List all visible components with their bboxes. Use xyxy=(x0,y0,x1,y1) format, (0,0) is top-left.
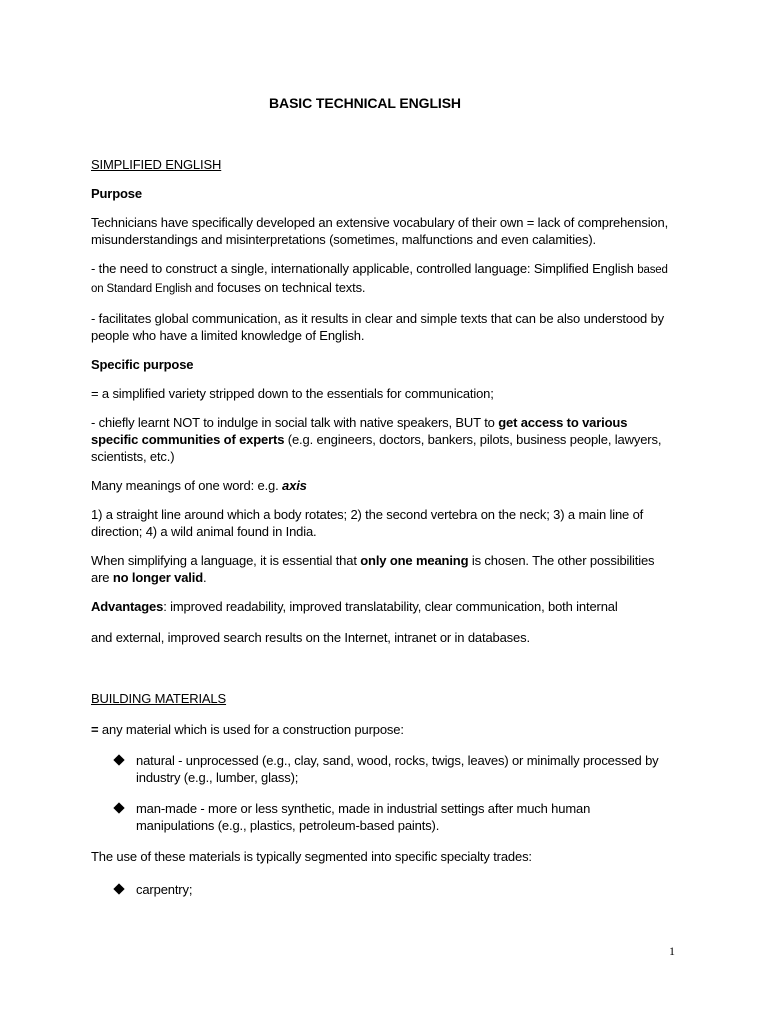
list-item-text: natural - unprocessed (e.g., clay, sand, wood, rocks, twigs, leaves) or minimally processed by industry (e.g., lumber, glass); xyxy=(136,753,659,785)
paragraph-use-of-materials: The use of these materials is typically segmented into specific specialty trades: xyxy=(91,849,532,864)
paragraph-chiefly-learnt xyxy=(91,414,671,465)
list-item xyxy=(91,881,671,898)
text-span: . xyxy=(203,570,207,585)
page-number: 1 xyxy=(669,944,675,958)
section-heading-building-materials: BUILDING MATERIALS xyxy=(91,691,227,706)
paragraph-meanings-list: 1) a straight line around which a body rotates; 2) the second vertebra on the neck; 3) a main line of direction; 4) a wild animal found in India. xyxy=(91,507,644,539)
text-span: - chiefly learnt NOT to indulge in social talk with native speakers, BUT to xyxy=(91,415,499,430)
text-span-bold: Advantages xyxy=(91,599,164,614)
list-item xyxy=(91,800,671,834)
text-span: When simplifying a language, it is essential that xyxy=(91,553,361,568)
document-title xyxy=(0,95,730,111)
document-body xyxy=(91,156,671,898)
text-span: : improved readability, improved translatability, clear communication, both internal xyxy=(163,599,618,614)
text-span: is chosen. The other possibilities are xyxy=(91,553,655,585)
paragraph-external: and external, improved search results on the Internet, intranet or in databases. xyxy=(91,630,530,645)
paragraph-simplified-variety: = a simplified variety stripped down to the essentials for communication; xyxy=(91,386,494,401)
paragraph-when-simplifying xyxy=(91,552,671,586)
specific-purpose-heading: Specific purpose xyxy=(91,357,194,372)
diamond-bullet-icon xyxy=(113,754,124,765)
text-span-bold: = xyxy=(91,722,99,737)
text-span: focuses on technical texts. xyxy=(213,280,366,295)
paragraph-need-to-construct xyxy=(91,260,671,298)
list-item-text: carpentry; xyxy=(136,882,193,897)
section-heading-simplified-english: SIMPLIFIED ENGLISH xyxy=(91,157,222,172)
paragraph-advantages xyxy=(91,598,671,615)
paragraph-many-meanings xyxy=(91,477,671,494)
list-item xyxy=(91,752,671,786)
text-span-bold: no longer valid xyxy=(112,570,204,585)
diamond-bullet-icon xyxy=(113,802,124,813)
document-title-text: BASIC TECHNICAL ENGLISH xyxy=(269,95,461,111)
paragraph-any-material xyxy=(91,721,671,738)
list-item-text: man-made - more or less synthetic, made in industrial settings after much human manipulations (e.g., plastics, petroleum-based paints). xyxy=(136,801,591,833)
text-span: - the need to construct a single, internationally applicable, controlled language: Simplified English xyxy=(91,261,638,276)
diamond-bullet-icon xyxy=(113,883,124,894)
paragraph-facilitates: - facilitates global communication, as it results in clear and simple texts that can be also understood by people who have a limited knowledge of English. xyxy=(91,311,665,343)
text-span: Many meanings of one word: e.g. xyxy=(91,478,283,493)
text-span-bold-italic: axis xyxy=(282,478,307,493)
text-span-small: based on Standard English and xyxy=(91,264,668,295)
paragraph-technicians: Technicians have specifically developed an extensive vocabulary of their own = lack of comprehension, misunderstandings and misinterpretations (sometimes, malfunctions and even calamities). xyxy=(91,215,669,247)
text-span: any material which is used for a construction purpose: xyxy=(98,722,404,737)
text-span-bold: only one meaning xyxy=(360,553,469,568)
text-span-bold: get access to various specific communities of experts xyxy=(91,415,628,447)
purpose-heading: Purpose xyxy=(91,186,142,201)
text-span: (e.g. engineers, doctors, bankers, pilots, business people, lawyers, scientists, etc.) xyxy=(91,432,662,464)
